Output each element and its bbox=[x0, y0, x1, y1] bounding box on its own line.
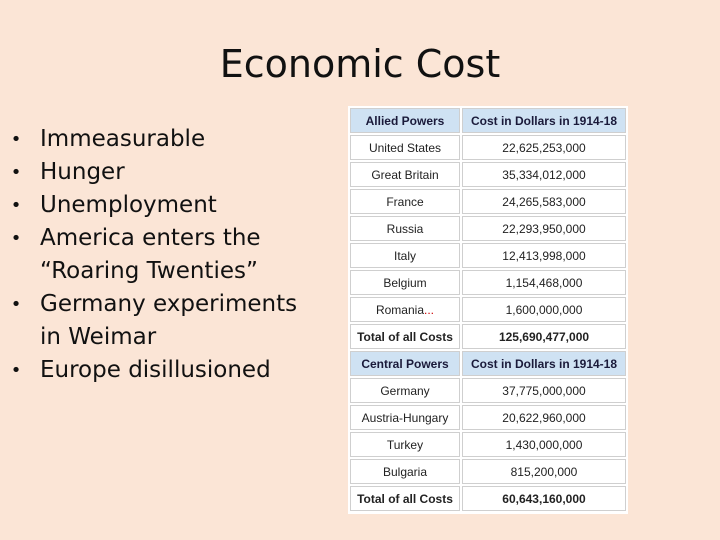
cost-cell: 24,265,583,000 bbox=[462, 189, 626, 214]
total-label-cell: Total of all Costs bbox=[350, 324, 460, 349]
cost-cell: 22,625,253,000 bbox=[462, 135, 626, 160]
country-cell: Great Britain bbox=[350, 162, 460, 187]
table-row bbox=[350, 297, 626, 322]
bullet-text: America enters the “Roaring Twenties” bbox=[40, 225, 261, 284]
cost-cell: 1,154,468,000 bbox=[462, 270, 626, 295]
bullet-text: Hunger bbox=[40, 159, 125, 185]
cost-cell: 815,200,000 bbox=[462, 459, 626, 484]
bullet-list bbox=[6, 123, 306, 387]
table-row bbox=[350, 162, 626, 187]
header-cell: Allied Powers bbox=[350, 108, 460, 133]
table-row bbox=[350, 135, 626, 160]
central-total-row bbox=[350, 486, 626, 511]
table-row bbox=[350, 270, 626, 295]
total-value-cell: 125,690,477,000 bbox=[462, 324, 626, 349]
slide-title: Economic Cost bbox=[219, 42, 501, 86]
cost-cell: 35,334,012,000 bbox=[462, 162, 626, 187]
country-cell bbox=[350, 297, 460, 322]
bullet-icon: • bbox=[10, 195, 22, 216]
table-row bbox=[350, 432, 626, 457]
bullet-item bbox=[6, 288, 306, 354]
header-cell: Central Powers bbox=[350, 351, 460, 376]
country-cell: Turkey bbox=[350, 432, 460, 457]
country-cell: France bbox=[350, 189, 460, 214]
table-row bbox=[350, 243, 626, 268]
bullet-text: Europe disillusioned bbox=[40, 357, 271, 383]
cost-cell: 1,430,000,000 bbox=[462, 432, 626, 457]
table-row bbox=[350, 459, 626, 484]
bullet-icon: • bbox=[10, 294, 22, 315]
bullet-icon: • bbox=[10, 162, 22, 183]
table-row bbox=[350, 189, 626, 214]
country-cell: Belgium bbox=[350, 270, 460, 295]
bullet-text: Immeasurable bbox=[40, 126, 206, 152]
bullet-icon: • bbox=[10, 129, 22, 150]
bullet-item bbox=[6, 222, 306, 288]
country-cell: Austria-Hungary bbox=[350, 405, 460, 430]
bullet-text: Germany experiments in Weimar bbox=[40, 291, 298, 350]
bullet-item bbox=[6, 156, 306, 189]
country-cell: Russia bbox=[350, 216, 460, 241]
bullet-icon: • bbox=[10, 360, 22, 381]
table-row bbox=[350, 378, 626, 403]
country-cell: Bulgaria bbox=[350, 459, 460, 484]
country-cell: United States bbox=[350, 135, 460, 160]
allied-total-row bbox=[350, 324, 626, 349]
table-row bbox=[350, 405, 626, 430]
bullet-item bbox=[6, 354, 306, 387]
header-cell: Cost in Dollars in 1914-18 bbox=[462, 351, 626, 376]
central-header-row bbox=[350, 351, 626, 376]
country-name: Romania bbox=[375, 302, 424, 317]
cost-cell: 1,600,000,000 bbox=[462, 297, 626, 322]
cost-cell: 12,413,998,000 bbox=[462, 243, 626, 268]
bullet-item bbox=[6, 123, 306, 156]
country-cell: Italy bbox=[350, 243, 460, 268]
total-value-cell: 60,643,160,000 bbox=[462, 486, 626, 511]
allied-header-row bbox=[350, 108, 626, 133]
war-cost-table-image bbox=[348, 106, 628, 514]
bullet-item bbox=[6, 189, 306, 222]
ellipsis-mark: ... bbox=[424, 302, 435, 317]
header-cell: Cost in Dollars in 1914-18 bbox=[462, 108, 626, 133]
cost-cell: 20,622,960,000 bbox=[462, 405, 626, 430]
bullet-text: Unemployment bbox=[40, 192, 217, 218]
cost-cell: 22,293,950,000 bbox=[462, 216, 626, 241]
table-row bbox=[350, 216, 626, 241]
war-cost-table bbox=[348, 106, 628, 513]
country-cell: Germany bbox=[350, 378, 460, 403]
total-label-cell: Total of all Costs bbox=[350, 486, 460, 511]
bullet-icon: • bbox=[10, 228, 22, 249]
cost-cell: 37,775,000,000 bbox=[462, 378, 626, 403]
